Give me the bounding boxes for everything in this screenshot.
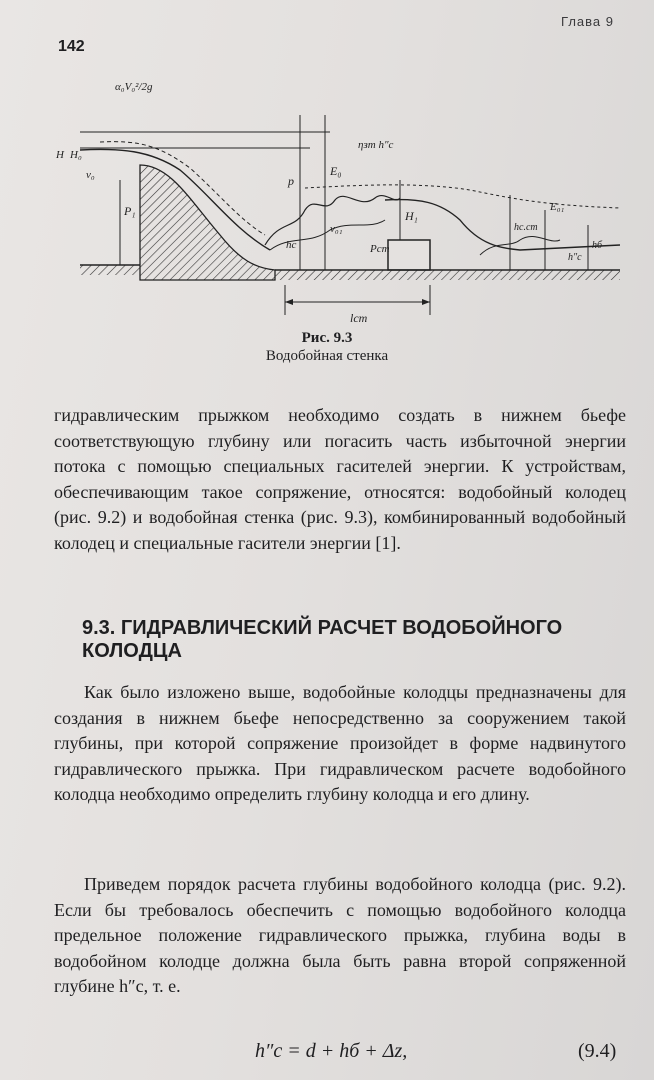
hydraulic-jump xyxy=(265,196,400,245)
E01-label: E₀₁ xyxy=(550,201,565,213)
paragraph-1: гидравлическим прыжком необходимо создать в нижнем бьефе соответствующую глубину или погасить часть избыточной энергии потока с помощью специальных гасителей энергии. К устройствам, обеспечивающим такое сопряжение, относятся: водобойный колодец (рис. 9.2) и водобойная стенка (рис. 9.3), комбинированный водобойный колодец и специальные гасители энергии [1]. xyxy=(54,405,626,553)
dam-body xyxy=(140,165,275,280)
E0-label: E₀ xyxy=(330,164,342,178)
page-number: 142 xyxy=(58,38,85,55)
paragraph-3: Приведем порядок расчета глубины водобойного колодца (рис. 9.2). Если бы требовалось обеспечить с помощью водобойного колодца предельное положение гидравлического прыжка, глубина воды в водобойном колодце должна была быть равна второй сопряженной глубине h″c, т. е. xyxy=(54,874,626,996)
hcst-label: hс.ст xyxy=(514,222,538,233)
paragraph-2: Как было изложено выше, водобойные колодцы предназначены для создания в нижнем бьефе непосредственно за сооружением такой глубины, при которой сопряжение произойдет в форме надвинутого гидравлического прыжка. При гидравлическом расчете водобойного колодца необходимо определить глубину колодца и его длину. xyxy=(54,682,626,804)
lst-label: lст xyxy=(350,311,368,325)
H0-label: H₀ xyxy=(70,149,82,161)
formula-9-4: h″c = d + hб + Δz, xyxy=(255,1040,408,1062)
section-heading: 9.3. ГИДРАВЛИЧЕСКИЙ РАСЧЕТ ВОДОБОЙНОГО КОЛОДЦА xyxy=(82,617,563,662)
hc2-label: h″c xyxy=(568,252,582,263)
weir-wall xyxy=(388,240,430,270)
eta-label: ηзт h″c xyxy=(358,139,394,151)
p-label: p xyxy=(288,174,294,188)
P1-label: P₁ xyxy=(124,204,136,218)
dashed-energy-line xyxy=(305,185,620,208)
equation-number: (9.4) xyxy=(578,1040,617,1062)
chapter-header: Глава 9 xyxy=(561,14,614,29)
figure-caption: Водобойная стенка xyxy=(265,348,389,364)
v01-label: v₀₁ xyxy=(330,223,343,235)
Pst-label: Pст xyxy=(370,243,390,255)
stilling-bed xyxy=(275,270,430,280)
downstream-bed xyxy=(430,270,620,280)
upstream-bed xyxy=(80,265,140,275)
figure-number: Рис. 9.3 xyxy=(301,330,353,346)
weir-wall-figure xyxy=(40,70,630,330)
velocity-head-label: α₀V₀²/2g xyxy=(115,81,153,93)
hb-label: hб xyxy=(592,240,603,251)
hc-label: hc xyxy=(286,239,297,251)
v0-label: v₀ xyxy=(86,169,95,181)
H-label: H xyxy=(56,149,64,161)
H1-label: H₁ xyxy=(405,209,418,223)
